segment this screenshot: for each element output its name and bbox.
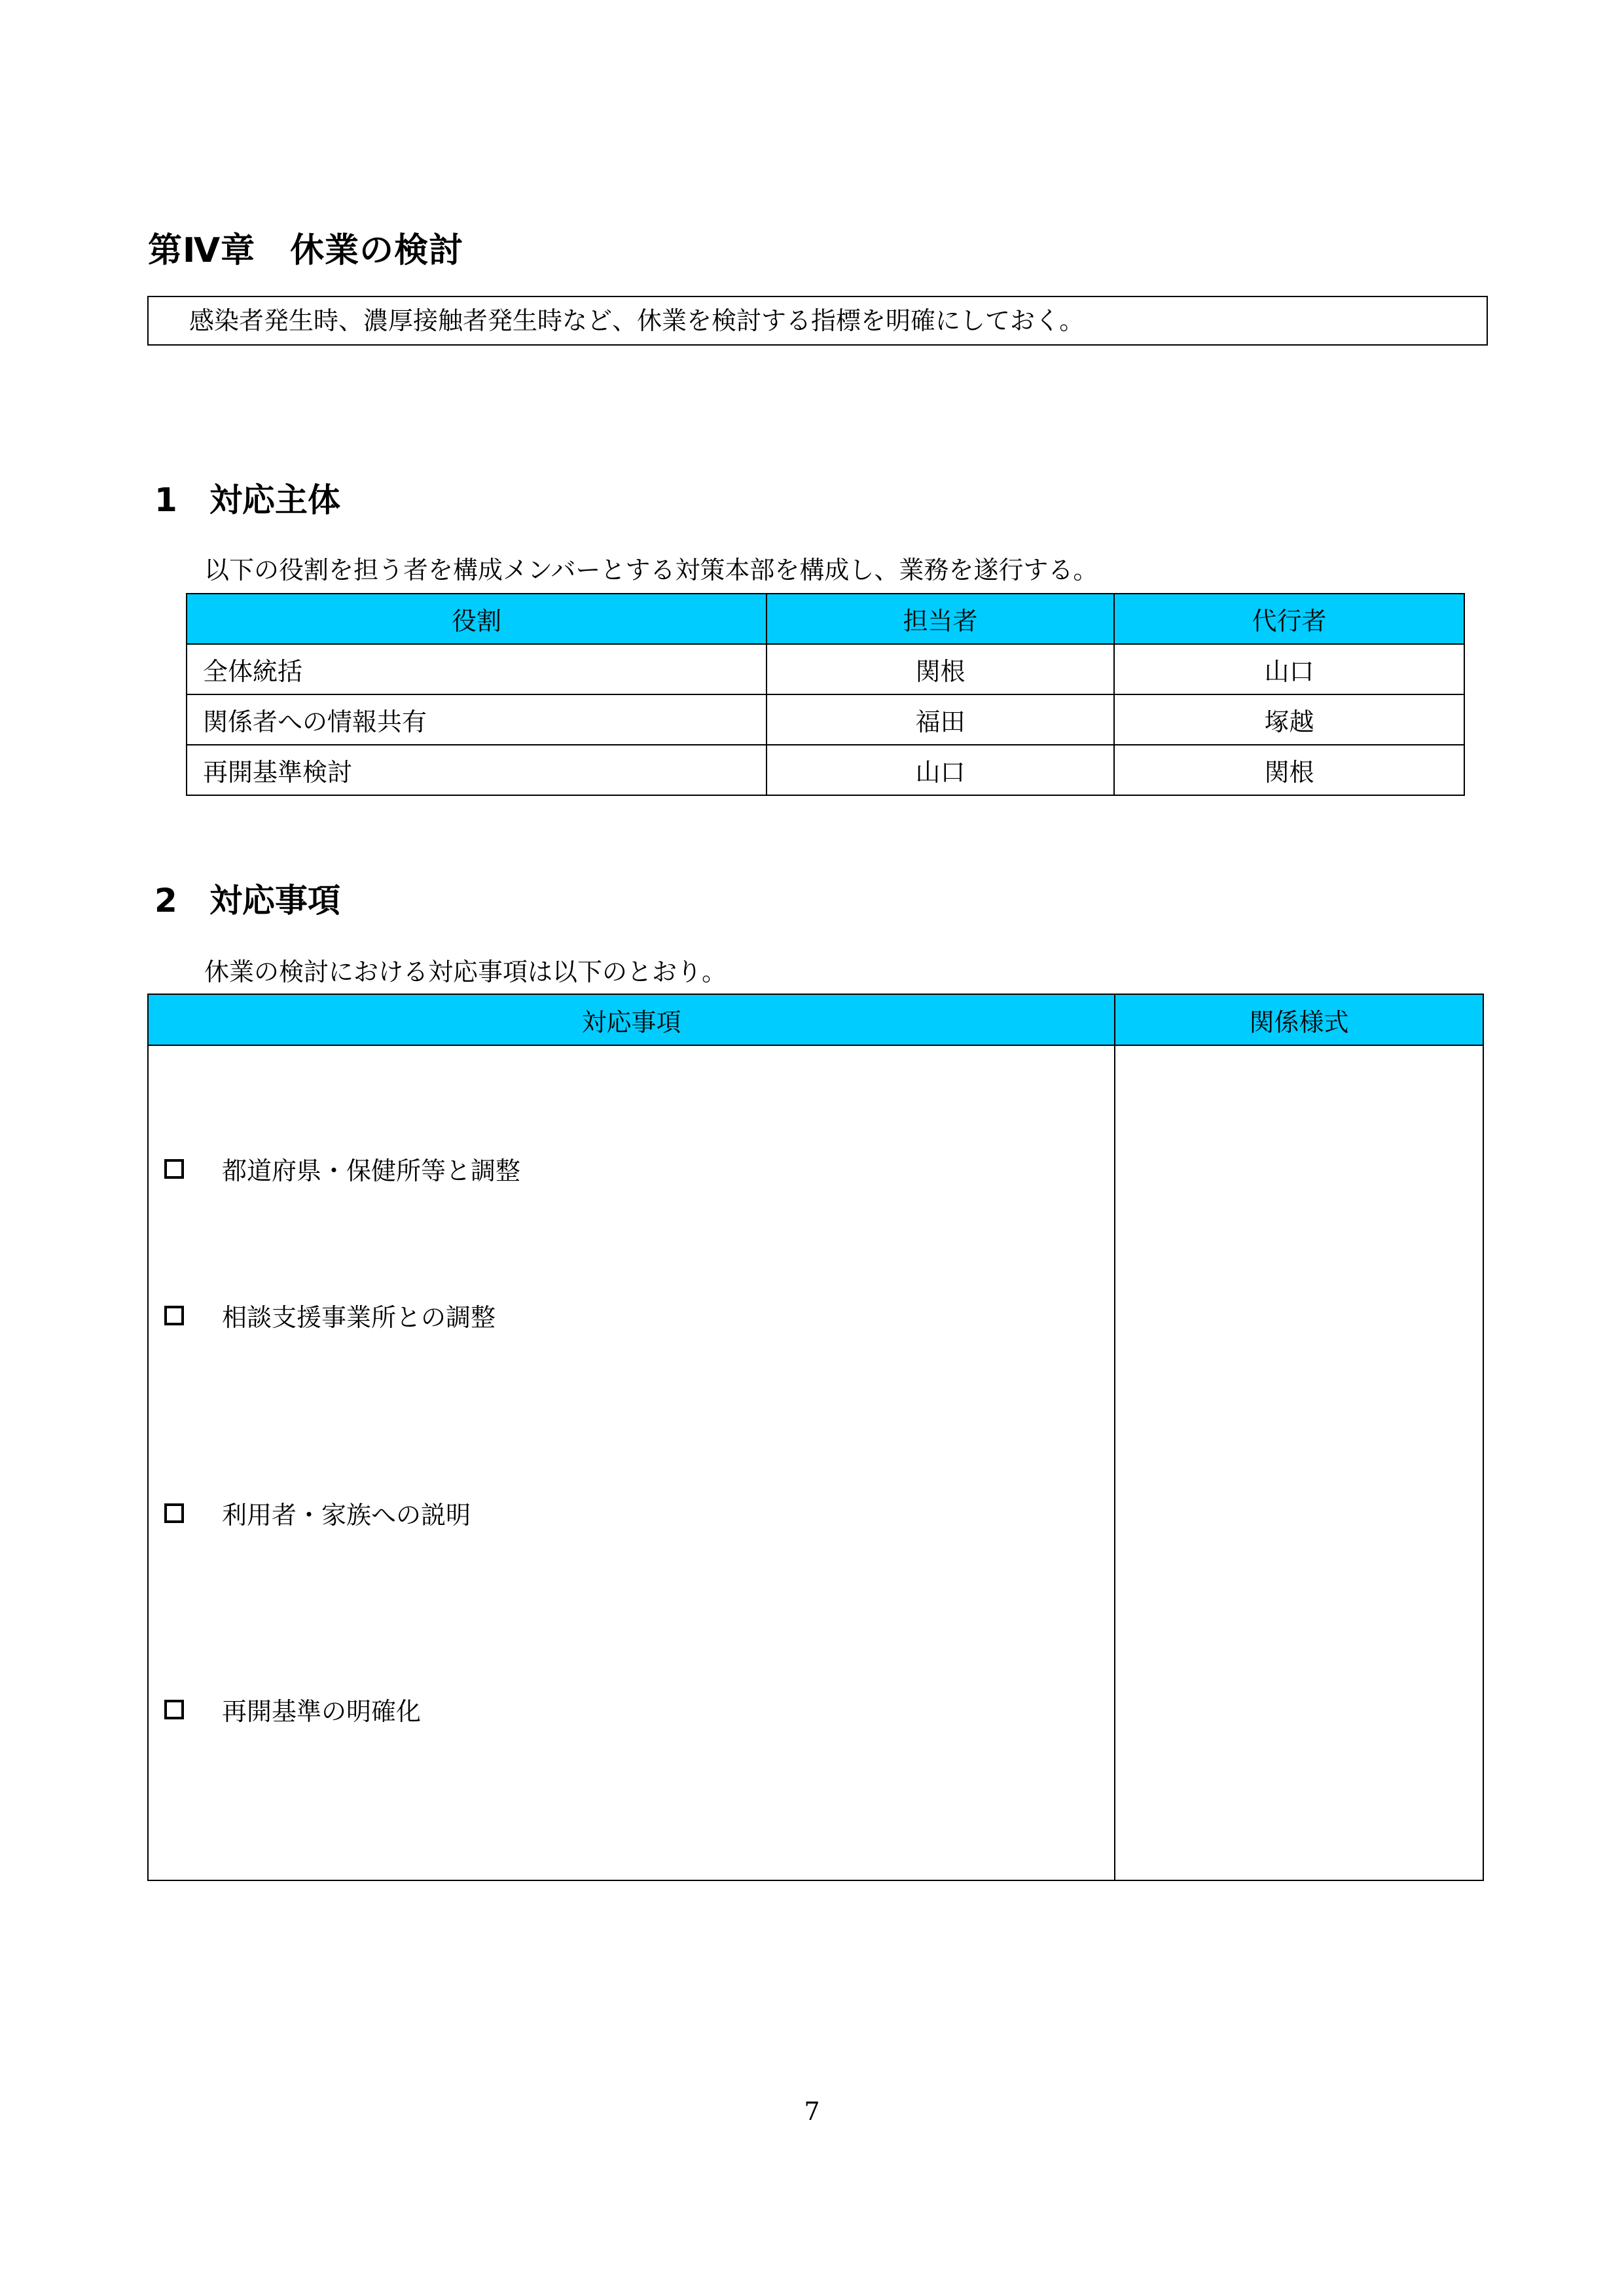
section-1-title: 対応主体 (209, 481, 340, 519)
roles-table-header-row (187, 594, 1464, 644)
tasks-table-header-row (148, 994, 1483, 1045)
tasks-header-items: 対応事項 (148, 994, 1115, 1045)
list-item (164, 1691, 421, 1727)
section-2-intro: 休業の検討における対応事項は以下のとおり。 (204, 958, 727, 986)
task-label: 都道府県・保健所等と調整 (222, 1157, 521, 1185)
checkbox-icon[interactable] (164, 1306, 184, 1325)
checkbox-icon[interactable] (164, 1700, 184, 1719)
chapter-title: 第Ⅳ章 休業の検討 (148, 231, 464, 270)
roles-header-deputy: 代行者 (1114, 594, 1464, 644)
role-cell: 全体統括 (187, 644, 767, 694)
related-forms-cell (1115, 1045, 1483, 1880)
table-row (187, 644, 1464, 694)
list-item (164, 1297, 496, 1333)
list-item (164, 1151, 520, 1187)
chapter-summary-box: 感染者発生時、濃厚接触者発生時など、休業を検討する指標を明確にしておく。 (147, 296, 1488, 346)
section-1-number: 1 (154, 481, 177, 519)
table-row (187, 694, 1464, 745)
tasks-header-forms: 関係様式 (1115, 994, 1483, 1045)
person-cell: 福田 (767, 694, 1114, 745)
table-row (148, 1045, 1483, 1880)
table-row (187, 745, 1464, 795)
deputy-cell: 関根 (1114, 745, 1464, 795)
page-number: 7 (804, 2097, 820, 2126)
person-cell: 関根 (767, 644, 1114, 694)
roles-header-role: 役割 (187, 594, 767, 644)
section-1-intro: 以下の役割を担う者を構成メンバーとする対策本部を構成し、業務を遂行する。 (204, 556, 1098, 584)
list-item (164, 1495, 471, 1531)
task-label: 相談支援事業所との調整 (222, 1303, 496, 1332)
person-cell: 山口 (767, 745, 1114, 795)
checkbox-icon[interactable] (164, 1159, 184, 1179)
section-2-title: 対応事項 (209, 882, 340, 920)
tasks-table (147, 994, 1484, 1881)
section-2-number: 2 (154, 882, 177, 920)
role-cell: 関係者への情報共有 (187, 694, 767, 745)
deputy-cell: 塚越 (1114, 694, 1464, 745)
roles-table (186, 593, 1465, 796)
task-label: 再開基準の明確化 (222, 1697, 422, 1726)
section-2-heading (154, 874, 340, 922)
deputy-cell: 山口 (1114, 644, 1464, 694)
section-1-heading (154, 474, 340, 521)
task-label: 利用者・家族への説明 (222, 1501, 471, 1530)
roles-header-person: 担当者 (767, 594, 1114, 644)
checkbox-icon[interactable] (164, 1503, 184, 1523)
role-cell: 再開基準検討 (187, 745, 767, 795)
tasks-cell (148, 1045, 1115, 1880)
